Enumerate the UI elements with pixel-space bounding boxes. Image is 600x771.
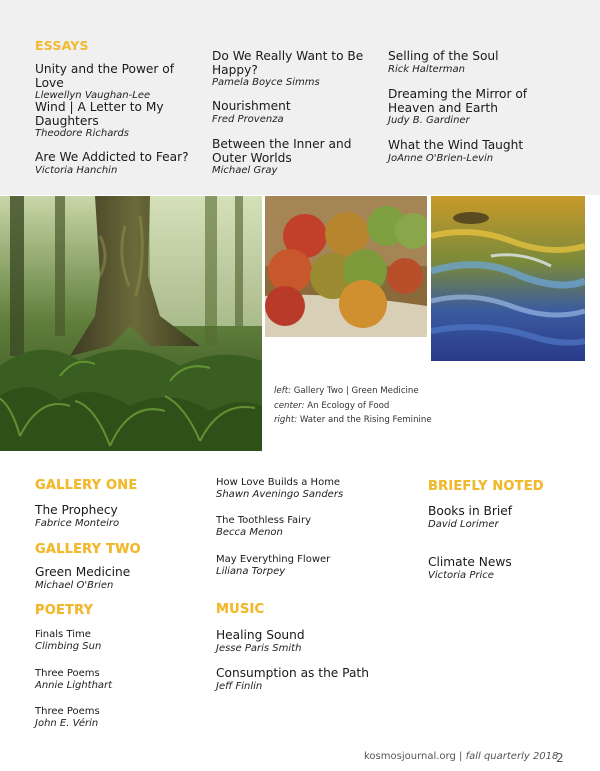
essay-author: Judy B. Gardiner — [388, 115, 470, 127]
essay-title: Unity and the Power of Love — [35, 62, 175, 90]
essay-item[interactable] — [212, 100, 372, 126]
caption-center-label: center: — [274, 400, 305, 411]
item-title: Three Poems — [35, 668, 100, 679]
caption-left-label: left: — [274, 386, 291, 396]
essay-title: Are We Addicted to Fear? — [35, 150, 189, 164]
essay-item[interactable] — [388, 139, 568, 165]
gallery-two-heading: GALLERY TWO — [35, 542, 141, 557]
essay-title: Selling of the Soul — [388, 49, 499, 63]
water-reflection-photo-icon[interactable] — [431, 196, 585, 361]
essay-title: What the Wind Taught — [388, 138, 524, 152]
item-author: Michael O'Brien — [35, 579, 114, 591]
caption-right-text: Water and the Rising Feminine — [299, 415, 432, 425]
item-author: Liliana Torpey — [216, 566, 286, 577]
essay-item[interactable] — [212, 50, 372, 89]
briefly-noted-heading: BRIEFLY NOTED — [428, 479, 544, 494]
essay-item[interactable] — [35, 151, 205, 177]
poetry-item[interactable] — [216, 477, 406, 501]
essay-item[interactable] — [35, 63, 205, 102]
item-title: Climate News — [428, 555, 512, 569]
item-title: Healing Sound — [216, 628, 305, 642]
item-title: The Prophecy — [35, 503, 118, 517]
page-number: 2 — [556, 751, 564, 765]
essay-item[interactable] — [388, 50, 568, 76]
essay-title: Between the Inner and Outer Worlds — [212, 137, 352, 165]
essays-heading: ESSAYS — [35, 38, 89, 53]
poetry-item[interactable] — [35, 629, 205, 653]
item-title: How Love Builds a Home — [216, 477, 341, 488]
caption-right-label: right: — [274, 415, 298, 425]
apples-painting-icon[interactable] — [265, 196, 427, 337]
footer-credit — [364, 751, 558, 762]
item-title: Green Medicine — [35, 565, 131, 579]
item-author: Shawn Aveningo Sanders — [216, 489, 344, 500]
item-author: Fabrice Monteiro — [35, 517, 120, 529]
essay-title: Wind | A Letter to My Daughters — [35, 100, 164, 128]
gallery-one-heading: GALLERY ONE — [35, 478, 138, 493]
essay-author: Theodore Richards — [35, 128, 129, 140]
item-author: Becca Menon — [216, 527, 283, 538]
briefly-noted-item[interactable] — [428, 505, 588, 531]
poetry-item[interactable] — [216, 554, 406, 578]
item-author: Jesse Paris Smith — [216, 642, 302, 654]
essay-item[interactable] — [35, 101, 175, 140]
essay-author: Victoria Hanchin — [35, 164, 118, 176]
essay-title: Nourishment — [212, 99, 291, 113]
image-captions — [274, 384, 432, 428]
essay-author: Rick Halterman — [388, 63, 466, 75]
item-title: May Everything Flower — [216, 554, 331, 565]
item-author: Victoria Price — [428, 569, 494, 581]
item-author: Annie Lighthart — [35, 680, 113, 691]
footer-issue: fall quarterly 2018 — [465, 751, 559, 762]
essay-title: Do We Really Want to Be Happy? — [212, 49, 364, 77]
essay-author: Llewellyn Vaughan-Lee — [35, 90, 151, 102]
gallery-one-item[interactable] — [35, 504, 205, 530]
footer-site[interactable]: kosmosjournal.org — [364, 751, 456, 762]
poetry-item[interactable] — [35, 668, 205, 692]
item-author: David Lorimer — [428, 518, 499, 530]
item-title: Three Poems — [35, 706, 100, 717]
caption-center-text: An Ecology of Food — [307, 400, 390, 411]
essay-author: JoAnne O'Brien-Levin — [388, 152, 494, 164]
poetry-heading: POETRY — [35, 603, 94, 618]
essay-item[interactable] — [212, 138, 382, 177]
item-author: Jeff Finlin — [216, 680, 263, 692]
poetry-item[interactable] — [216, 515, 406, 539]
footer-separator: | — [459, 751, 463, 762]
essay-item[interactable] — [388, 88, 528, 127]
essay-author: Fred Provenza — [212, 113, 284, 125]
briefly-noted-item[interactable] — [428, 556, 588, 582]
item-author: John E. Vérin — [35, 718, 99, 729]
item-title: Consumption as the Path — [216, 666, 369, 680]
gallery-two-item[interactable] — [35, 566, 205, 592]
forest-photo-icon[interactable] — [0, 196, 262, 451]
essay-author: Pamela Boyce Simms — [212, 77, 320, 89]
poetry-item[interactable] — [35, 706, 205, 730]
music-item[interactable] — [216, 667, 406, 693]
essay-title: Dreaming the Mirror of Heaven and Earth — [388, 87, 528, 115]
item-title: The Toothless Fairy — [216, 515, 311, 526]
music-heading: MUSIC — [216, 602, 265, 617]
item-title: Finals Time — [35, 629, 91, 640]
item-author: Climbing Sun — [35, 641, 102, 652]
essay-author: Michael Gray — [212, 165, 278, 177]
caption-left-text: Gallery Two | Green Medicine — [293, 386, 419, 396]
music-item[interactable] — [216, 629, 406, 655]
item-title: Books in Brief — [428, 504, 513, 518]
